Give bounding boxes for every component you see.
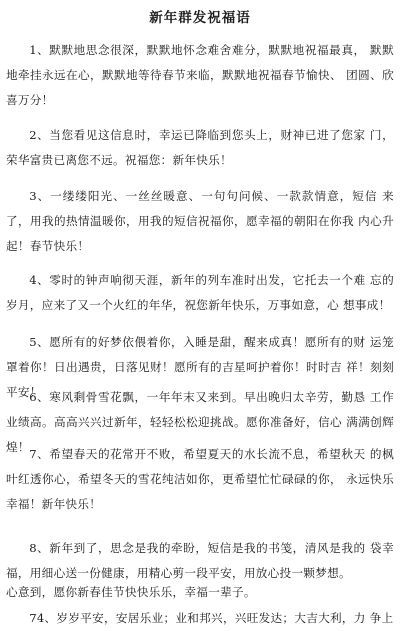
- paragraph-8: 8、新年到了，思念是我的牵盼，短信是我的书笺，清风是我的 袋幸福，用细心送一份健康，用精心剪一段平安，用放心投一颗梦想。: [6, 541, 394, 580]
- paragraph-2: 2、当您看见这信息时，幸运已降临到您头上，财神已进了您家 门，荣华富贵已离您不远。祝福您：新年快乐！: [6, 128, 394, 167]
- paragraph-3: 3、一缕缕阳光、一丝丝暖意、一句句问候、一款款情意，短信 来了，用我的热情温暖你，用我的短信祝福你，愿幸福的朝阳在你我 内心升起！春节快乐！: [6, 189, 394, 253]
- paragraph-7: 7、希望春天的花常开不败，希望夏天的水长流不息，希望秋天 的枫叶红透你心，希望冬天的雪花纯洁如你，更希望忙忙碌碌的你， 永远快乐幸福！新年快乐！: [6, 447, 394, 511]
- paragraph-8-continued: 心意到，愿你新春佳节快快乐乐，幸福一辈子。: [6, 585, 256, 599]
- paragraph-5: 5、愿所有的好梦依偎着你，入睡是甜，醒来成真！愿所有的财 运笼罩着你！日出遇贵，日落见财！愿所有的吉星呵护着你！时时吉 祥！刻刻平安！: [6, 335, 394, 399]
- paragraph-1: 1、默默地思念很深，默默地怀念难舍难分，默默地祝福最真， 默默地牵挂永远在心，默默地等待春节来临，默默地祝福春节愉快、 团圆、欣喜万分！: [6, 43, 394, 107]
- document-title: 新年群发祝福语: [149, 10, 251, 26]
- paragraph-6: 6、寒风剩骨雪花飘，一年年末又来到。早出晚归太辛劳，勤恳 工作业绩高。高高兴兴过新年，轻轻松松迎挑战。愿你准备好，信心 满满创辉煌！: [6, 390, 394, 454]
- paragraph-74: 74、岁岁平安，安居乐业；业和邦兴，兴旺发达；大吉大利，力 争上: [29, 611, 394, 625]
- paragraph-4: 4、零时的钟声响彻天涯，新年的列车准时出发，它托去一个难 忘的岁月，应来了又一个火红的年华，祝您新年快乐，万事如意，心 想事成！: [6, 273, 394, 312]
